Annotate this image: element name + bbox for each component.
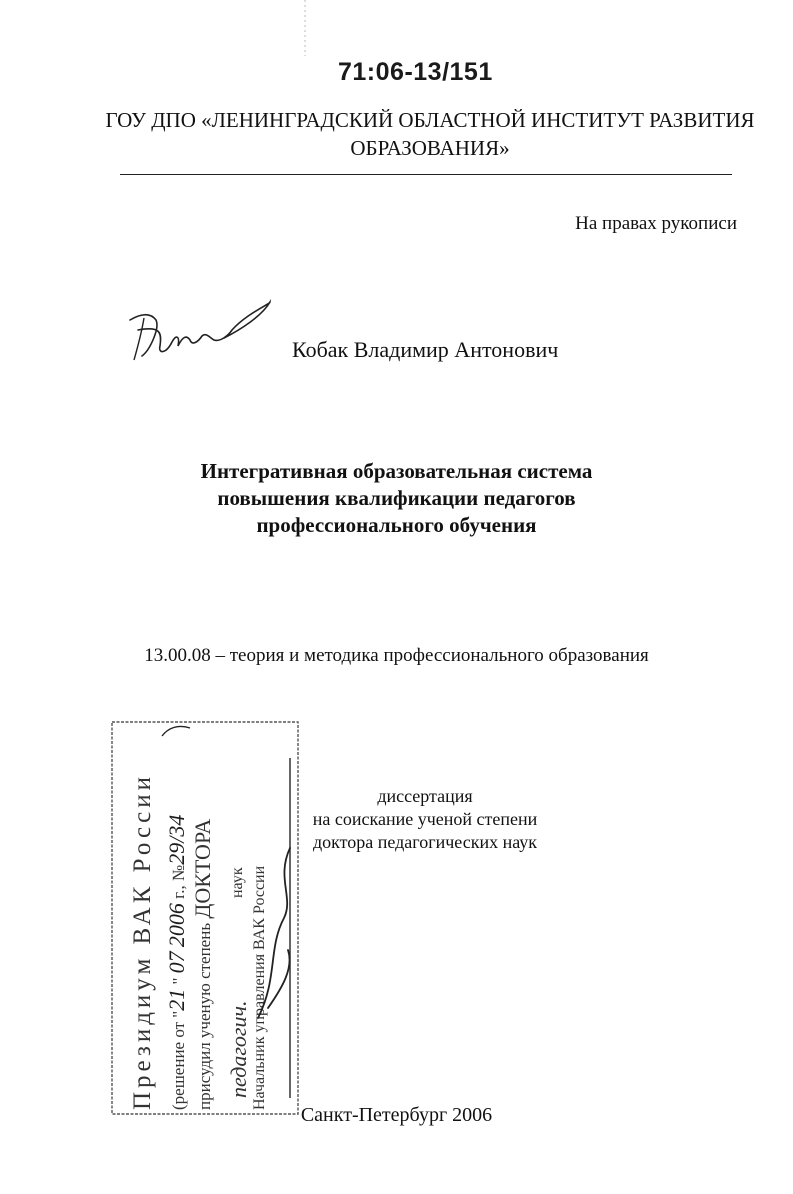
stamp-line-head: Начальник управления ВАК России	[251, 865, 268, 1110]
specialty-code: 13.00.08 – теория и методика профессионального образования	[144, 645, 649, 666]
scan-artifact-icon	[300, 0, 310, 60]
stamp-field-handwritten: педагогич.	[226, 1000, 251, 1098]
vak-approval-stamp	[108, 718, 308, 1120]
degree-line2: на соискание ученой степени	[312, 809, 538, 829]
organization-name-line2: ОБРАЗОВАНИЯ»	[350, 136, 510, 160]
stamp-decision-mid: г., №	[169, 864, 188, 899]
stamp-field-suffix: наук	[229, 867, 246, 898]
stamp-line-presidium: Президиум ВАК России	[129, 773, 156, 1110]
manuscript-rights-note: На правах рукописи	[575, 213, 737, 234]
dissertation-title-line2: повышения квалификации педагогов	[217, 486, 576, 510]
stamp-decision-prefix: (решение от "	[169, 1010, 188, 1110]
author-signature-icon	[120, 290, 280, 370]
archive-number: 71:06-13/151	[338, 58, 493, 86]
city-year: Санкт-Петербург 2006	[300, 1104, 493, 1126]
organization-name-line1: ГОУ ДПО «ЛЕНИНГРАДСКИЙ ОБЛАСТНОЙ ИНСТИТУТ РАЗВИТИЯ	[105, 108, 755, 132]
stamp-award-degree: ДОКТОРА	[190, 818, 215, 919]
stamp-line-decision: (решение от "21 " 07 2006 г., №29/34	[164, 814, 189, 1110]
stamp-decision-day: 21	[164, 988, 189, 1011]
stamp-line-award	[190, 819, 215, 1110]
header-divider	[120, 174, 732, 175]
stamp-decision-month: 07	[164, 951, 189, 974]
author-name: Кобак Владимир Антонович	[292, 337, 559, 362]
degree-line3: доктора педагогических наук	[312, 832, 538, 852]
dissertation-title-line1: Интегративная образовательная система	[200, 459, 593, 483]
stamp-mark-icon	[162, 726, 190, 736]
stamp-decision-number: 29/34	[164, 814, 189, 865]
dissertation-title-line3: профессионального обучения	[256, 513, 537, 537]
degree-line1: диссертация	[377, 786, 473, 806]
stamp-decision-year: 2006	[164, 903, 189, 948]
stamp-award-prefix: присудил ученую степень	[195, 922, 214, 1110]
